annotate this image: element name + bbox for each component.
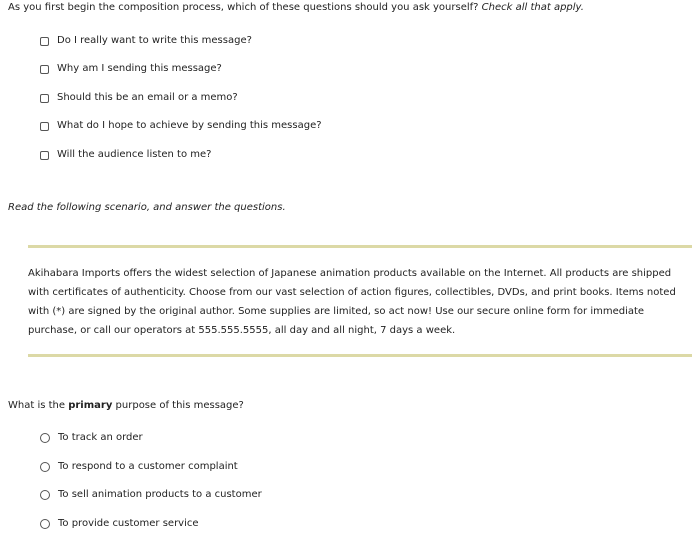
checkbox[interactable] <box>40 122 49 131</box>
radio-button[interactable] <box>40 433 50 443</box>
option-checkbox-1[interactable] <box>40 35 252 47</box>
question-2-text-before: What is the <box>8 400 66 411</box>
option-label: To sell animation products to a customer <box>58 489 262 500</box>
option-radio-4[interactable] <box>40 518 199 530</box>
checkbox[interactable] <box>40 65 49 74</box>
option-label: Do I really want to write this message? <box>57 35 252 46</box>
option-radio-1[interactable] <box>40 432 143 444</box>
checkbox[interactable] <box>40 151 49 160</box>
scenario-instruction: Read the following scenario, and answer the questions. <box>8 202 286 213</box>
question-2-prompt <box>8 399 244 412</box>
option-label: Why am I sending this message? <box>57 63 222 74</box>
question-1-text: As you first begin the composition process, which of these questions should you ask yourself? <box>8 2 479 13</box>
scenario-bottom-divider <box>28 354 692 357</box>
radio-button[interactable] <box>40 519 50 529</box>
option-checkbox-2[interactable] <box>40 63 222 75</box>
option-label: To provide customer service <box>58 518 199 529</box>
radio-button[interactable] <box>40 462 50 472</box>
option-label: To track an order <box>58 432 143 443</box>
scenario-text: Akihabara Imports offers the widest selection of Japanese animation products available on the Internet. All products are shipped with certificates of authenticity. Choose from our vast selection of action figures, collectibles, DVDs, and print books. Items noted with (*) are signed by the original author. Some supplies are limited, so act now! Use our secure online form for immediate purchase, or call our operators at 555.555.5555, all day and all night, 7 days a week. <box>28 268 676 336</box>
question-2-text-after: purpose of this message? <box>115 400 244 411</box>
radio-button[interactable] <box>40 490 50 500</box>
question-2-emphasis: primary <box>68 400 113 411</box>
option-label: What do I hope to achieve by sending this message? <box>57 120 322 131</box>
option-checkbox-3[interactable] <box>40 92 238 104</box>
checkbox[interactable] <box>40 94 49 103</box>
option-label: To respond to a customer complaint <box>58 461 238 472</box>
question-1-hint: Check all that apply. <box>481 2 584 13</box>
option-label: Will the audience listen to me? <box>57 149 212 160</box>
checkbox[interactable] <box>40 37 49 46</box>
option-label: Should this be an email or a memo? <box>57 92 238 103</box>
option-checkbox-5[interactable] <box>40 149 211 161</box>
question-1-prompt <box>8 1 584 14</box>
option-radio-3[interactable] <box>40 489 262 501</box>
scenario-top-divider <box>28 245 692 248</box>
option-radio-2[interactable] <box>40 461 238 473</box>
option-checkbox-4[interactable] <box>40 120 322 132</box>
